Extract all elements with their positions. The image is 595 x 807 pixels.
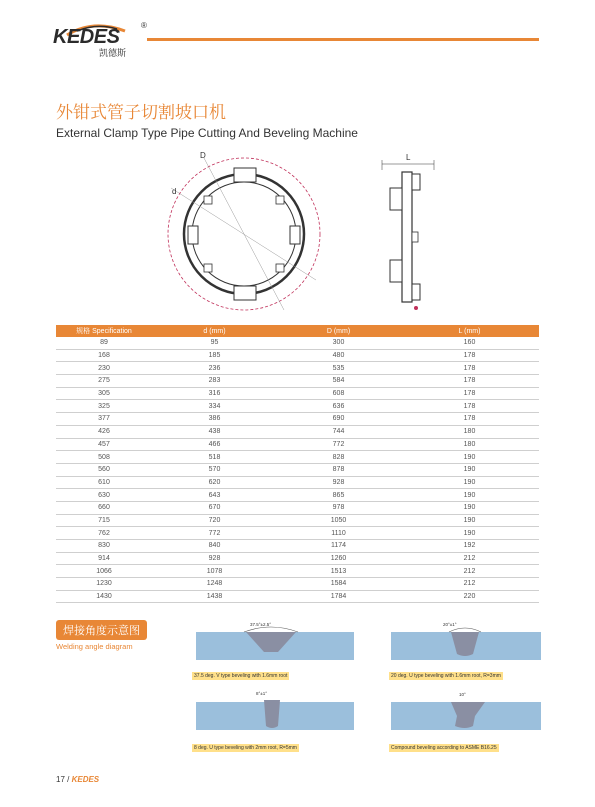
table-row bbox=[56, 578, 539, 591]
col-spec: 规格 Specification bbox=[56, 325, 152, 337]
table-row bbox=[56, 349, 539, 362]
table-cell: 865 bbox=[277, 489, 400, 502]
table-cell: 508 bbox=[56, 451, 152, 464]
clamp-top bbox=[234, 168, 256, 182]
table-cell: 744 bbox=[277, 425, 400, 438]
table-cell: 334 bbox=[152, 400, 277, 413]
dim-label: 37.5°±2.5° bbox=[250, 622, 272, 627]
table-cell: 928 bbox=[277, 476, 400, 489]
table-row bbox=[56, 501, 539, 514]
spec-table bbox=[56, 325, 539, 603]
table-cell: 212 bbox=[400, 578, 539, 591]
caption-u20: 20 deg. U type beveling with 1.6mm root, R=3mm bbox=[391, 673, 501, 679]
weld-compound-svg bbox=[383, 688, 543, 742]
table-row bbox=[56, 337, 539, 349]
weld-u20-svg bbox=[383, 618, 543, 670]
table-cell: 560 bbox=[56, 463, 152, 476]
weld-diagram-u8 bbox=[186, 688, 356, 752]
table-cell: 192 bbox=[400, 540, 539, 553]
weld-diagram-compound bbox=[383, 688, 543, 752]
table-row bbox=[56, 451, 539, 464]
table-cell: 190 bbox=[400, 451, 539, 464]
side-body bbox=[402, 172, 412, 302]
col-D: D (mm) bbox=[277, 325, 400, 337]
caption-compound: Compound beveling according to ASME B16.25 bbox=[391, 745, 497, 751]
table-cell: 914 bbox=[56, 552, 152, 565]
registered-mark: ® bbox=[141, 21, 147, 30]
table-cell: 305 bbox=[56, 387, 152, 400]
table-cell: 715 bbox=[56, 514, 152, 527]
weld-v-svg bbox=[186, 618, 356, 670]
side-motor bbox=[412, 284, 420, 300]
col-L: L (mm) bbox=[400, 325, 539, 337]
table-cell: 1584 bbox=[277, 578, 400, 591]
table-cell: 275 bbox=[56, 375, 152, 388]
table-cell: 643 bbox=[152, 489, 277, 502]
table-cell: 178 bbox=[400, 349, 539, 362]
table-row bbox=[56, 387, 539, 400]
table-cell: 660 bbox=[56, 501, 152, 514]
table-row bbox=[56, 438, 539, 451]
table-cell: 386 bbox=[152, 413, 277, 426]
weld-u8-svg bbox=[186, 688, 356, 742]
table-row bbox=[56, 413, 539, 426]
table-cell: 1050 bbox=[277, 514, 400, 527]
table-row bbox=[56, 375, 539, 388]
table-cell: 828 bbox=[277, 451, 400, 464]
table-cell: 190 bbox=[400, 489, 539, 502]
table-cell: 610 bbox=[56, 476, 152, 489]
table-row bbox=[56, 552, 539, 565]
logo-text: KEDES bbox=[53, 26, 120, 48]
table-cell: 178 bbox=[400, 413, 539, 426]
welding-title-en: Welding angle diagram bbox=[56, 642, 133, 651]
table-cell: 840 bbox=[152, 540, 277, 553]
table-cell: 185 bbox=[152, 349, 277, 362]
table-row bbox=[56, 362, 539, 375]
weld-diagram-v bbox=[186, 618, 356, 680]
table-cell: 316 bbox=[152, 387, 277, 400]
table-cell: 535 bbox=[277, 362, 400, 375]
table-cell: 89 bbox=[56, 337, 152, 349]
machine-drawing bbox=[166, 148, 446, 323]
table-row bbox=[56, 400, 539, 413]
table-cell: 168 bbox=[56, 349, 152, 362]
table-row bbox=[56, 527, 539, 540]
table-cell: 325 bbox=[56, 400, 152, 413]
dim-label: 8°±1° bbox=[256, 691, 268, 696]
table-cell: 1260 bbox=[277, 552, 400, 565]
weld-cap bbox=[449, 628, 481, 632]
table-cell: 1438 bbox=[152, 590, 277, 603]
weld-diagram-u20 bbox=[383, 618, 543, 680]
page-footer bbox=[56, 775, 99, 784]
table-cell: 620 bbox=[152, 476, 277, 489]
col-d: d (mm) bbox=[152, 325, 277, 337]
table-cell: 1513 bbox=[277, 565, 400, 578]
page-number: 17 / bbox=[56, 775, 70, 784]
table-row bbox=[56, 590, 539, 603]
jaw bbox=[204, 196, 212, 204]
table-cell: 1174 bbox=[277, 540, 400, 553]
side-gear bbox=[412, 232, 418, 242]
table-cell: 190 bbox=[400, 463, 539, 476]
table-cell: 377 bbox=[56, 413, 152, 426]
table-cell: 1078 bbox=[152, 565, 277, 578]
footer-brand: KEDES bbox=[71, 775, 100, 784]
table-cell: 426 bbox=[56, 425, 152, 438]
dim-label: 10° bbox=[459, 692, 466, 697]
table-cell: 190 bbox=[400, 501, 539, 514]
table-cell: 480 bbox=[277, 349, 400, 362]
table-cell: 690 bbox=[277, 413, 400, 426]
table-cell: 178 bbox=[400, 362, 539, 375]
clamp-left bbox=[188, 226, 198, 244]
table-row bbox=[56, 514, 539, 527]
table-row bbox=[56, 476, 539, 489]
table-cell: 630 bbox=[56, 489, 152, 502]
table-cell: 95 bbox=[152, 337, 277, 349]
table-cell: 190 bbox=[400, 527, 539, 540]
table-cell: 180 bbox=[400, 438, 539, 451]
jaw bbox=[204, 264, 212, 272]
table-cell: 466 bbox=[152, 438, 277, 451]
table-cell: 457 bbox=[56, 438, 152, 451]
table-cell: 180 bbox=[400, 425, 539, 438]
table-cell: 438 bbox=[152, 425, 277, 438]
table-cell: 1430 bbox=[56, 590, 152, 603]
table-row bbox=[56, 463, 539, 476]
welding-title-cn: 焊接角度示意图 bbox=[56, 620, 147, 640]
table-row bbox=[56, 425, 539, 438]
header-bar bbox=[147, 38, 539, 41]
caption-v: 37.5 deg. V type beveling with 1.6mm root bbox=[194, 673, 288, 679]
table-row bbox=[56, 540, 539, 553]
table-cell: 1230 bbox=[56, 578, 152, 591]
label-D: D bbox=[200, 151, 206, 160]
side-clamp bbox=[390, 260, 402, 282]
table-cell: 584 bbox=[277, 375, 400, 388]
page-title-en: External Clamp Type Pipe Cutting And Beveling Machine bbox=[56, 126, 358, 140]
table-header-row bbox=[56, 325, 539, 337]
logo-cn: 凯德斯 bbox=[99, 48, 127, 58]
table-cell: 178 bbox=[400, 387, 539, 400]
brand-logo bbox=[53, 21, 153, 58]
table-cell: 772 bbox=[277, 438, 400, 451]
table-cell: 830 bbox=[56, 540, 152, 553]
table-cell: 1066 bbox=[56, 565, 152, 578]
table-row bbox=[56, 489, 539, 502]
table-cell: 772 bbox=[152, 527, 277, 540]
table-row bbox=[56, 565, 539, 578]
jaw bbox=[276, 264, 284, 272]
table-cell: 190 bbox=[400, 476, 539, 489]
clamp-bottom bbox=[234, 286, 256, 300]
table-cell: 190 bbox=[400, 514, 539, 527]
table-cell: 878 bbox=[277, 463, 400, 476]
table-cell: 283 bbox=[152, 375, 277, 388]
tool-marker bbox=[414, 306, 418, 310]
table-cell: 1784 bbox=[277, 590, 400, 603]
table-cell: 178 bbox=[400, 400, 539, 413]
table-cell: 670 bbox=[152, 501, 277, 514]
table-cell: 518 bbox=[152, 451, 277, 464]
table-cell: 1248 bbox=[152, 578, 277, 591]
table-cell: 720 bbox=[152, 514, 277, 527]
caption-u8: 8 deg. U type beveling with 2mm root, R=5mm bbox=[194, 745, 297, 751]
table-cell: 212 bbox=[400, 552, 539, 565]
table-cell: 230 bbox=[56, 362, 152, 375]
table-cell: 928 bbox=[152, 552, 277, 565]
table-cell: 762 bbox=[56, 527, 152, 540]
table-cell: 160 bbox=[400, 337, 539, 349]
table-cell: 236 bbox=[152, 362, 277, 375]
label-d: d bbox=[172, 187, 177, 196]
side-motor bbox=[412, 174, 420, 190]
table-cell: 978 bbox=[277, 501, 400, 514]
table-cell: 178 bbox=[400, 375, 539, 388]
table-cell: 220 bbox=[400, 590, 539, 603]
table-cell: 1110 bbox=[277, 527, 400, 540]
page-title-cn: 外钳式管子切割坡口机 bbox=[56, 103, 226, 122]
table-cell: 570 bbox=[152, 463, 277, 476]
table-cell: 636 bbox=[277, 400, 400, 413]
weld-cap bbox=[244, 627, 298, 632]
dim-label: 20°±1° bbox=[443, 622, 457, 627]
side-clamp bbox=[390, 188, 402, 210]
jaw bbox=[276, 196, 284, 204]
label-L: L bbox=[406, 153, 411, 162]
clamp-right bbox=[290, 226, 300, 244]
weld-bead bbox=[264, 700, 280, 728]
table-cell: 300 bbox=[277, 337, 400, 349]
table-cell: 212 bbox=[400, 565, 539, 578]
table-cell: 608 bbox=[277, 387, 400, 400]
